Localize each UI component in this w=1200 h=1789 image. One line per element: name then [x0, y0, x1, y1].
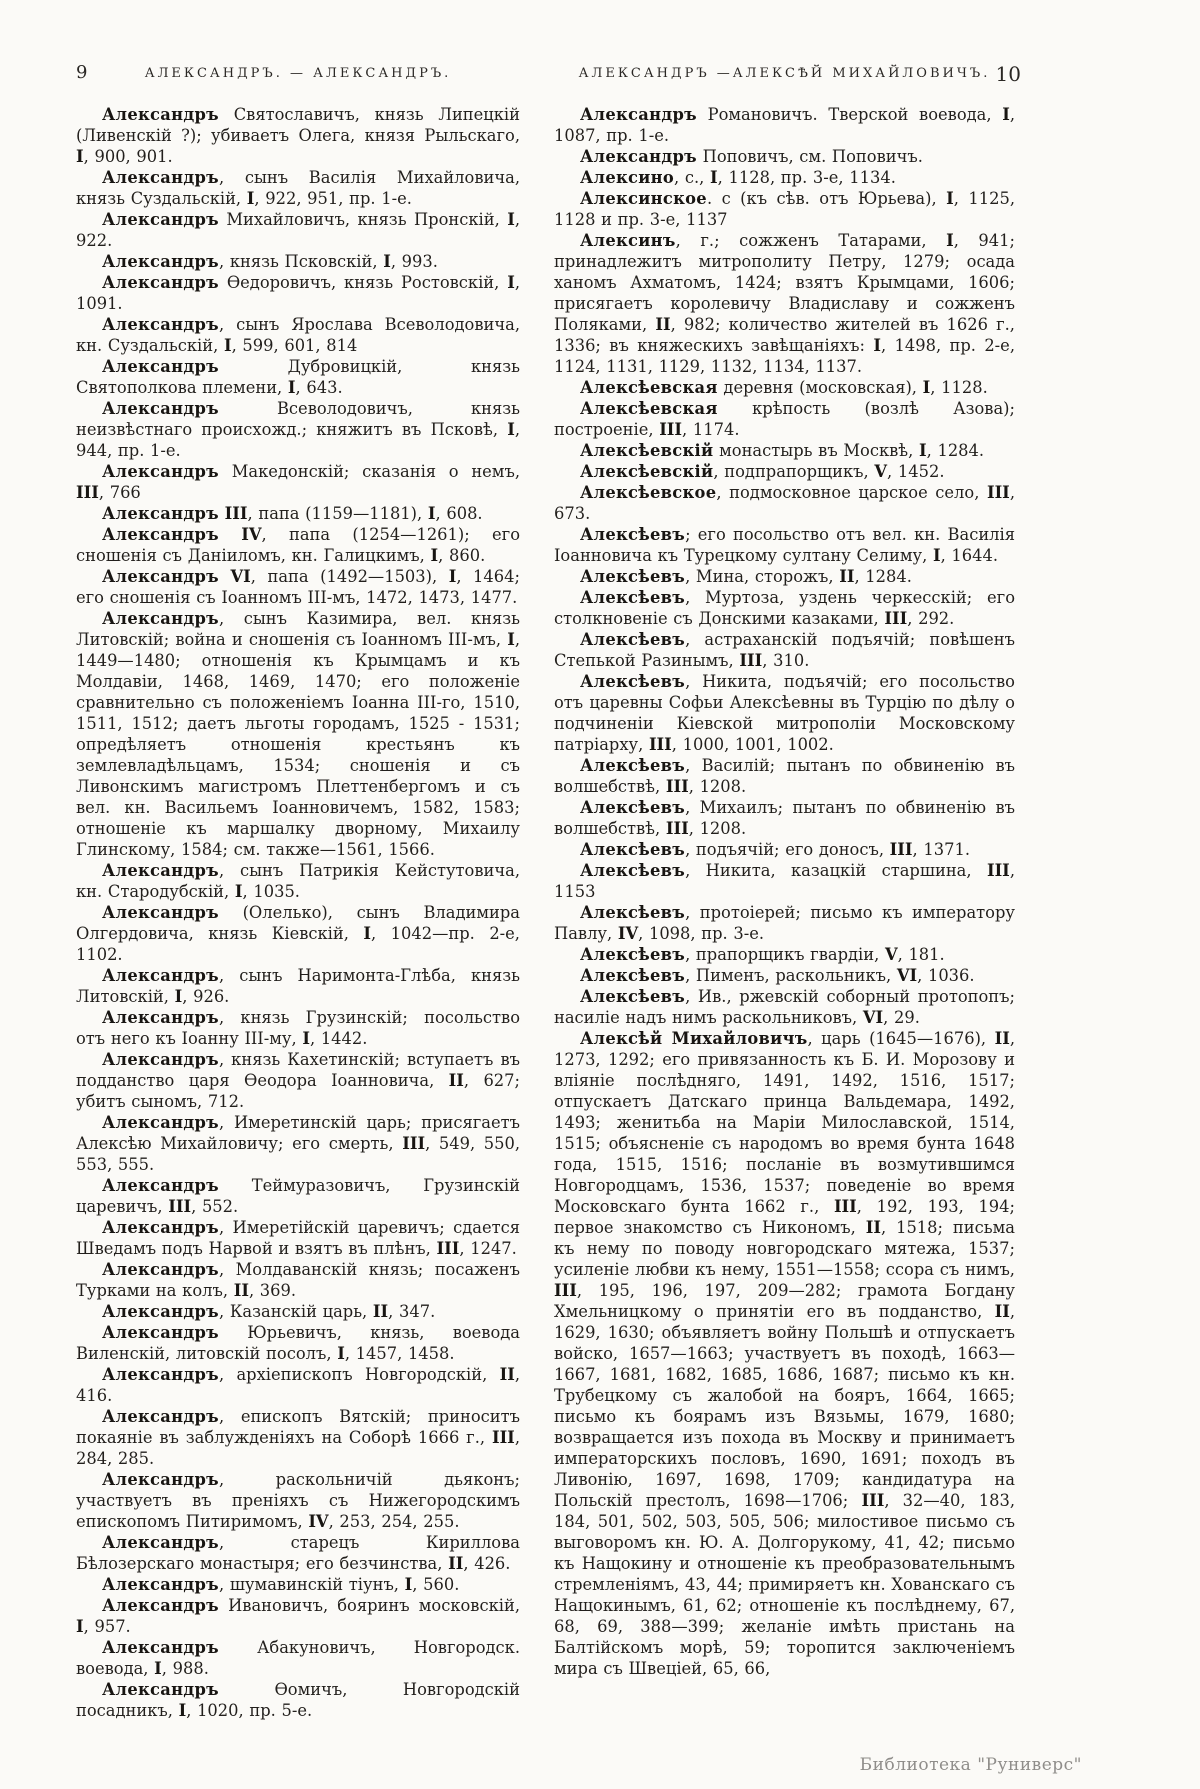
index-entry: Алексѣевъ, Никита, казацкій старшина, III, 1153: [554, 861, 1015, 901]
entry-term: Александръ: [102, 1407, 219, 1426]
index-entry: Александръ, шумавинскій тіунъ, I, 560.: [102, 1575, 460, 1594]
entry-term: Александръ: [102, 1218, 219, 1237]
index-entry: Александръ, сынъ Наримонта-Глѣба, князь Литовскій, I, 926.: [76, 966, 520, 1006]
index-entry: Александръ VI, папа (1492—1503), I, 1464; его сношенія съ Іоанномъ III-мъ, 1472, 1473, 1477.: [76, 567, 520, 607]
entry-term: Александръ: [102, 357, 219, 376]
index-entry: Александръ, князь Грузинскій; посольство отъ него къ Іоанну III-му, I, 1442.: [76, 1008, 520, 1048]
entry-term: Алексѣевская: [580, 399, 718, 418]
entry-term: Алексѣевское: [580, 483, 717, 502]
index-entry: Алексѣевское, подмосковное царское село, III, 673.: [554, 483, 1015, 523]
index-entry: Александръ Святославичъ, князь Липецкій (Ливенскій ?); убиваетъ Олега, князя Рыльскаго, I, 900, 901.: [76, 105, 520, 166]
entry-term: Александръ: [102, 567, 219, 586]
entry-term: Алексино: [580, 168, 675, 187]
index-entry: Алексѣевская крѣпость (возлѣ Азова); построеніе, III, 1174.: [554, 399, 1015, 439]
index-entry: Александръ Дубровицкій, князь Святополкова племени, I, 643.: [76, 357, 520, 397]
index-entry: Александръ Михайловичъ, князь Пронскій, I, 922.: [76, 210, 520, 250]
entry-term: Алексѣевъ: [580, 588, 686, 607]
index-entry: Алексѣевъ, Михаилъ; пытанъ по обвиненію въ волшебствѣ, III, 1208.: [554, 798, 1015, 838]
entry-term: Александръ: [580, 147, 697, 166]
entry-term: Алексѣевъ: [580, 672, 686, 691]
index-entry: Александръ Ѳомичъ, Новгородскій посадникъ, I, 1020, пр. 5-е.: [76, 1680, 520, 1720]
entry-term: Александръ: [102, 1596, 219, 1615]
entry-term: Александръ: [580, 105, 697, 124]
index-entry: Алексѣевъ, протоіерей; письмо къ императору Павлу, IV, 1098, пр. 3-е.: [554, 903, 1015, 943]
entry-term: Алексѣевъ: [580, 966, 686, 985]
entry-term: Александръ: [102, 903, 219, 922]
index-entry: Александръ, сынъ Патрикія Кейстутовича, кн. Стародубскій, I, 1035.: [76, 861, 520, 901]
index-entry: Александръ III, папа (1159—1181), I, 608.: [102, 504, 483, 523]
entry-term: Алексѣевскій: [580, 462, 714, 481]
index-entry: Алексѣевъ, астраханскій подъячій; повѣшенъ Степькой Разинымъ, III, 310.: [554, 630, 1015, 670]
entry-term: Алексѣевъ: [580, 861, 686, 880]
index-entry: Алексѣевскій монастырь въ Москвѣ, I, 1284.: [580, 441, 985, 460]
index-entry: Александръ, Молдаванскій князь; посаженъ Турками на колъ, II, 369.: [76, 1260, 520, 1300]
index-entry: Александръ Ѳедоровичъ, князь Ростовскій, I, 1091.: [76, 273, 520, 313]
entry-term: Алексѣевъ: [580, 987, 686, 1006]
index-entry: Александръ Юрьевичъ, князь, воевода Виленскій, литовскій посолъ, I, 1457, 1458.: [76, 1323, 520, 1363]
running-title-right: АЛЕКСАНДРЪ —АЛЕКСѢЙ МИХАЙЛОВИЧЪ.: [578, 66, 991, 81]
index-entry: Александръ Всеволодовичъ, князь неизвѣстнаго происхожд.; княжитъ въ Псковѣ, I, 944, пр. 1-е.: [76, 399, 520, 460]
index-columns: [76, 104, 1015, 1721]
index-entry: Александръ, сынъ Казимира, вел. князь Литовскій; война и сношенія съ Іоанномъ III-мъ, I, 1449—1480; отношенія къ Крымцамъ и къ Молдавіи, 1468, 1469, 1470; его положеніе сравнительно съ положеніемъ Іоанна III-го, 1510, 1511, 1512; даетъ льготы городамъ, 1525 - 1531; опредѣляетъ отношенія крестьянъ къ землевладѣльцамъ, 1534; сношенія и съ Ливонскимъ магистромъ Плеттенбергомъ и съ вел. кн. Васильемъ Іоанновичемъ, 1582, 1583; отношеніе къ маршалку дворному, Михаилу Глинскому, 1584; см. также—1561, 1566.: [76, 609, 520, 859]
entry-term: Александръ: [102, 399, 219, 418]
entry-term: Алексѣевъ: [580, 525, 686, 544]
index-entry: Александръ Поповичъ, см. Поповичъ.: [580, 147, 923, 166]
index-entry: Александръ IV, папа (1254—1261); его сношенія съ Даніиломъ, кн. Галицкимъ, I, 860.: [76, 525, 520, 565]
index-column-right: [554, 104, 1015, 1721]
index-entry: Александръ Ивановичъ, бояринъ московскій, I, 957.: [76, 1596, 520, 1636]
entry-term: Алексѣевъ: [580, 903, 686, 922]
index-entry: Александръ, Имеретинскій царь; присягаетъ Алексѣю Михайловичу; его смерть, III, 549, 550, 553, 555.: [76, 1113, 521, 1174]
index-entry: Алексѣевъ, Мина, сторожъ, II, 1284.: [580, 567, 912, 586]
entry-term: Алексѣевъ: [580, 840, 686, 859]
entry-term: Александръ: [102, 273, 219, 292]
entry-term: Александръ: [102, 1323, 219, 1342]
entry-term: Александръ: [102, 609, 219, 628]
index-entry: Алексинское. с (къ сѣв. отъ Юрьева), I, 1125, 1128 и пр. 3-е, 1137: [554, 189, 1015, 229]
entry-term: Александръ: [102, 1008, 219, 1027]
entry-term: Алексѣевъ: [580, 756, 686, 775]
index-entry: Алексѣевъ, Муртоза, уздень черкесскій; его столкновеніе съ Донскими казаками, III, 292.: [554, 588, 1015, 628]
running-head-left: [76, 62, 520, 90]
index-entry: Александръ (Олелько), сынъ Владимира Олгердовича, князь Кіевскій, I, 1042—пр. 2-е, 1102.: [76, 903, 520, 964]
index-entry: Алексѣевъ, Ив., ржевскій соборный протопопъ; насиліе надъ нимъ раскольниковъ, VI, 29.: [554, 987, 1015, 1027]
index-entry: Алексѣй Михайловичъ, царь (1645—1676), II, 1273, 1292; его привязанность къ Б. И. Морозову и вліяніе послѣдняго, 1491, 1492, 1516, 1517; отпускаетъ Датскаго принца Вальдемара, 1492, 1493; женитьба на Маріи Милославской, 1514, 1515; объясненіе съ народомъ во время бунта 1648 года, 1515, 1516; посланіе въ возмутившимся Новгородцамъ, 1536, 1537; поведеніе во время Московскаго бунта 1662 г., III, 192, 193, 194; первое знакомство съ Никономъ, II, 1518; письма къ нему по поводу новгородскаго мятежа, 1537; усиленіе любви къ нему, 1551—1558; ссора съ нимъ, III, 195, 196, 197, 209—282; грамота Богдану Хмельницкому о принятіи его въ подданство, II, 1629, 1630; объявляетъ войну Польшѣ и отпускаетъ войско, 1657—1663; участвуетъ въ походѣ, 1663—1667, 1681, 1682, 1685, 1686, 1687; письмо къ кн. Трубецкому съ жалобой на бояръ, 1664, 1665; письмо къ боярамъ изъ Вязьмы, 1679, 1680; возвращается изъ похода въ Москву и принимаетъ императорскихъ пословъ, 1690, 1691; походъ въ Ливонію, 1697, 1698, 1709; кандидатура на Польскій престолъ, 1698—1706; III, 32—40, 183, 184, 501, 502, 503, 505, 506; милостивое письмо съ выговоромъ кн. Ю. А. Долгорукому, 41, 42; письмо къ Нащокину и отношеніе къ преобразовательнымъ стремленіямъ, 43, 44; примиряетъ кн. Хованскаго съ Нащокинымъ, 61, 62; отношеніе къ послѣднему, 67, 68, 69, 388—399; желаніе имѣть пристань на Балтійскомъ морѣ, 59; торопится заключеніемъ мира съ Швеціей, 65, 66,: [554, 1029, 1016, 1678]
entry-term: Александръ: [102, 1176, 219, 1195]
entry-term: Александръ: [102, 861, 219, 880]
index-entry: Алексѣевъ, подъячій; его доносъ, III, 1371.: [580, 840, 970, 859]
entry-term: Алексѣевъ: [580, 630, 686, 649]
index-entry: Александръ, старецъ Кириллова Бѣлозерскаго монастыря; его безчинства, II, 426.: [76, 1533, 520, 1573]
entry-term: Александръ: [102, 105, 219, 124]
index-entry: Алексино, с., I, 1128, пр. 3-е, 1134.: [580, 168, 896, 187]
index-entry: Алексѣевъ, Василій; пытанъ по обвиненію въ волшебствѣ, III, 1208.: [554, 756, 1015, 796]
index-entry: Александръ Теймуразовичъ, Грузинскій царевичъ, III, 552.: [76, 1176, 520, 1216]
index-entry: Александръ, раскольничій дьяконъ; участвуетъ въ преніяхъ съ Нижегородскимъ епископомъ Питиримомъ, IV, 253, 254, 255.: [76, 1470, 520, 1531]
page-number-right: 10: [995, 62, 1021, 86]
running-head: [76, 62, 1021, 90]
entry-term: Алексинъ: [580, 231, 676, 250]
index-entry: Александръ Македонскій; сказанія о немъ, III, 766: [76, 462, 520, 502]
entry-term: Александръ: [102, 966, 219, 985]
entry-term: Алексѣевскій: [580, 441, 714, 460]
entry-term: Александръ: [102, 1113, 219, 1132]
index-entry: Александръ Абакуновичъ, Новгородск. воевода, I, 988.: [76, 1638, 520, 1678]
entry-term: Александръ: [102, 1302, 219, 1321]
index-entry: Алексѣевъ, Никита, подъячій; его посольство отъ царевны Софьи Алексѣевны въ Турцію по дѣлу о подчиненіи Кіевской митрополіи Московскому патріарху, III, 1000, 1001, 1002.: [554, 672, 1015, 754]
index-entry: Алексѣевская деревня (московская), I, 1128.: [580, 378, 988, 397]
entry-term: Александръ: [102, 1260, 219, 1279]
index-entry: Алексѣевъ, прапорщикъ гвардіи, V, 181.: [580, 945, 945, 964]
index-entry: Александръ, князь Кахетинскій; вступаетъ въ подданство царя Ѳеодора Іоанновича, II, 627; убитъ сыномъ, 712.: [76, 1050, 520, 1111]
entry-term: Алексѣевъ: [580, 798, 686, 817]
entry-term: Александръ: [102, 1533, 219, 1552]
index-column-left: [76, 104, 520, 1721]
entry-term: Александръ: [102, 315, 219, 334]
index-entry: Александръ, сынъ Ярослава Всеволодовича, кн. Суздальскій, I, 599, 601, 814: [76, 315, 520, 355]
entry-term: Александръ: [102, 525, 219, 544]
index-entry: Александръ Романовичъ. Тверской воевода, I, 1087, пр. 1-е.: [554, 105, 1015, 145]
entry-term: Алексѣевъ: [580, 945, 686, 964]
running-head-right: [554, 62, 1021, 90]
running-title-left: АЛЕКСАНДРЪ. — АЛЕКСАНДРЪ.: [144, 66, 452, 81]
index-entry: Александръ, сынъ Василія Михайловича, князь Суздальскій, I, 922, 951, пр. 1-е.: [76, 168, 520, 208]
page-number-left: 9: [76, 62, 88, 83]
entry-term: Александръ: [102, 1575, 219, 1594]
entry-term: Александръ: [102, 504, 219, 523]
entry-term: Алексѣй Михайловичъ: [580, 1029, 808, 1048]
index-entry: Алексинъ, г.; сожженъ Татарами, I, 941; принадлежитъ митрополиту Петру, 1279; осада ханомъ Ахматомъ, 1424; взятъ Крымцами, 1606; присягаетъ королевичу Владиславу и сожженъ Поляками, II, 982; количество жителей въ 1626 г., 1336; въ княжескихъ завѣщаніяхъ: I, 1498, пр. 2-е, 1124, 1131, 1129, 1132, 1134, 1137.: [554, 231, 1015, 376]
index-entry: Александръ, архіепископъ Новгородскій, II, 416.: [76, 1365, 520, 1405]
index-entry: Александръ, Казанскій царь, II, 347.: [102, 1302, 436, 1321]
index-entry: Алексѣевъ; его посольство отъ вел. кн. Василія Іоанновича къ Турецкому султану Селиму, I, 1644.: [554, 525, 1015, 565]
index-entry: Александръ, князь Псковскій, I, 993.: [102, 252, 438, 271]
entry-term: Александръ: [102, 462, 219, 481]
entry-term: Александръ: [102, 1680, 219, 1699]
watermark: Библиотека "Руниверс": [859, 1755, 1082, 1775]
entry-term: Александръ: [102, 1050, 219, 1069]
entry-term: Алексѣевъ: [580, 567, 686, 586]
index-entry: Алексѣевскій, подпрапорщикъ, V, 1452.: [580, 462, 945, 481]
entry-term: Александръ: [102, 1638, 219, 1657]
index-entry: Александръ, епископъ Вятскій; приноситъ покаяніе въ заблужденіяхъ на Соборѣ 1666 г., III, 284, 285.: [76, 1407, 520, 1468]
entry-term: Алексѣевская: [580, 378, 718, 397]
entry-term: Александръ: [102, 1365, 219, 1384]
entry-term: Алексинское: [580, 189, 707, 208]
entry-term: Александръ: [102, 1470, 219, 1489]
entry-term: Александръ: [102, 210, 219, 229]
entry-term: Александръ: [102, 168, 219, 187]
index-entry: Александръ, Имеретійскій царевичъ; сдается Шведамъ подъ Нарвой и взятъ въ плѣнъ, III, 1247.: [76, 1218, 520, 1258]
index-entry: Алексѣевъ, Пименъ, раскольникъ, VI, 1036.: [580, 966, 975, 985]
entry-term: Александръ: [102, 252, 219, 271]
